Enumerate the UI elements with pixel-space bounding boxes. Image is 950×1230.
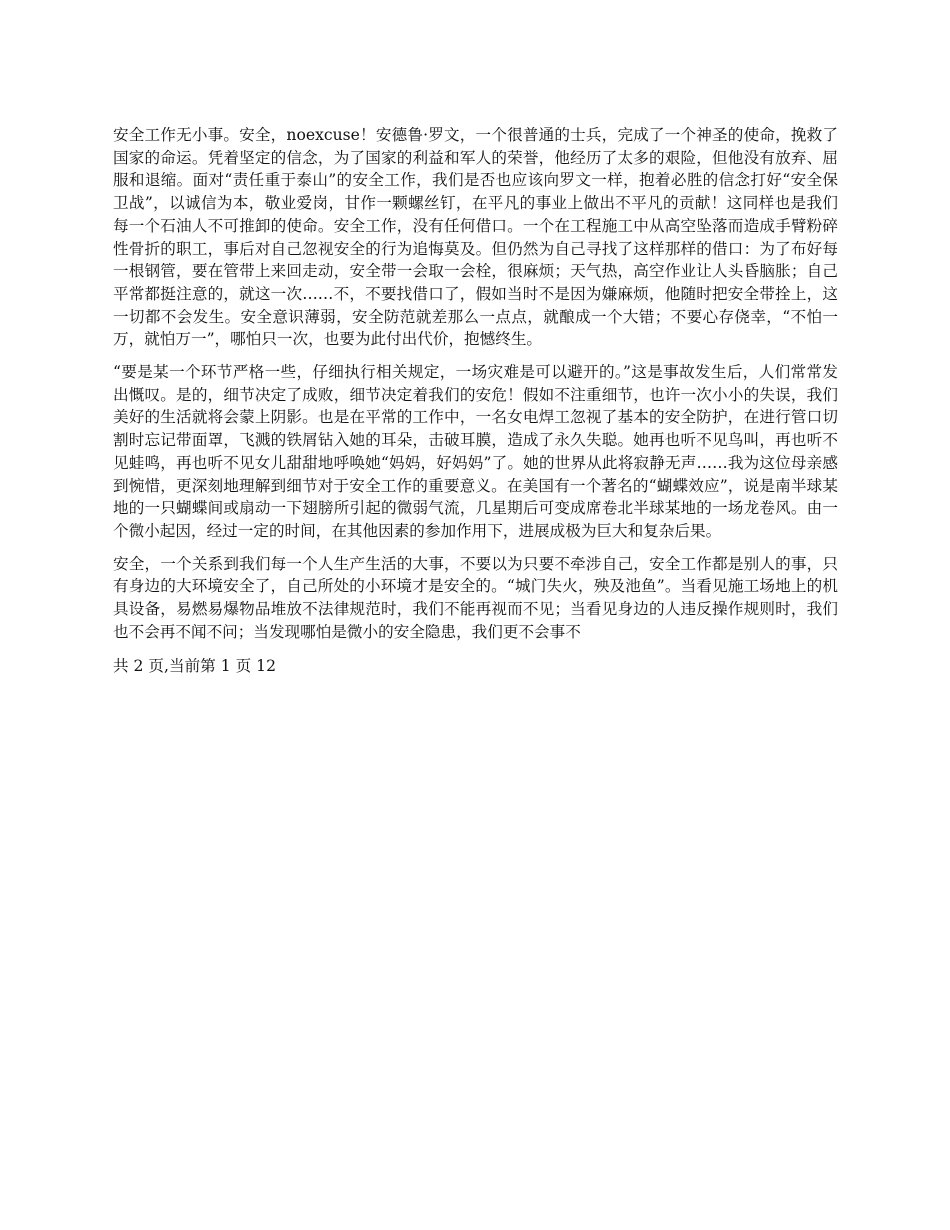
paragraph-2: “要是某一个环节严格一些，仔细执行相关规定，一场灾难是可以避开的。”这是事故发生后，人们常常发出慨叹。是的，细节决定了成败，细节决定着我们的安危！假如不注重细节，也许一次小小的失误，我们美好的生活就将会蒙上阴影。也是在平常的工作中，一名女电焊工忽视了基本的安全防护，在进行管口切割时忘记带面罩，飞溅的铁屑钻入她的耳朵，击破耳膜，造成了永久失聪。她再也听不见鸟叫，再也听不见蛙鸣，再也听不见女儿甜甜地呼唤她“妈妈，好妈妈”了。她的世界从此将寂静无声……我为这位母亲感到惋惜，更深刻地理解到细节对于安全工作的重要意义。在美国有一个著名的“蝴蝶效应”，说是南半球某地的一只蝴蝶间或扇动一下翅膀所引起的微弱气流，几星期后可变成席卷北半球某地的一场龙卷风。由一个微小起因，经过一定的时间，在其他因素的参加作用下，进展成极为巨大和复杂后果。 [113,363,838,540]
page-footer: 共 2 页,当前第 1 页 12 [113,657,276,676]
paragraph-3: 安全，一个关系到我们每一个人生产生活的大事，不要以为只要不牵涉自己，安全工作都是别人的事，只有身边的大环境安全了，自己所处的小环境才是安全的。“城门失火，殃及池鱼”。当看见施工场地上的机具设备，易燃易爆物品堆放不法律规范时，我们不能再视而不见；当看见身边的人违反操作规则时，我们也不会再不闻不问；当发现哪怕是微小的安全隐患，我们更不会事不 [113,554,838,641]
document-page [113,124,838,678]
paragraph-1: 安全工作无小事。安全，noexcuse！安德鲁·罗文，一个很普通的士兵，完成了一个神圣的使命，挽救了国家的命运。凭着坚定的信念，为了国家的利益和军人的荣誉，他经历了太多的艰险，但他没有放弃、屈服和退缩。面对“责任重于泰山”的安全工作，我们是否也应该向罗文一样，抱着必胜的信念打好“安全保卫战”，以诚信为本，敬业爱岗，甘作一颗螺丝钉，在平凡的事业上做出不平凡的贡献！这同样也是我们每一个石油人不可推卸的使命。安全工作，没有任何借口。一个在工程施工中从高空坠落而造成手臂粉碎性骨折的职工，事后对自己忽视安全的行为追悔莫及。但仍然为自己寻找了这样那样的借口：为了布好每一根钢管，要在管带上来回走动，安全带一会取一会栓，很麻烦；天气热，高空作业让人头昏脑胀；自己平常都挺注意的，就这一次……不，不要找借口了，假如当时不是因为嫌麻烦，他随时把安全带拴上，这一切都不会发生。安全意识薄弱，安全防范就差那么一点点，就酿成一个大错；不要心存侥幸，“不怕一万，就怕万一”，哪怕只一次，也要为此付出代价，抱憾终生。 [113,126,838,349]
